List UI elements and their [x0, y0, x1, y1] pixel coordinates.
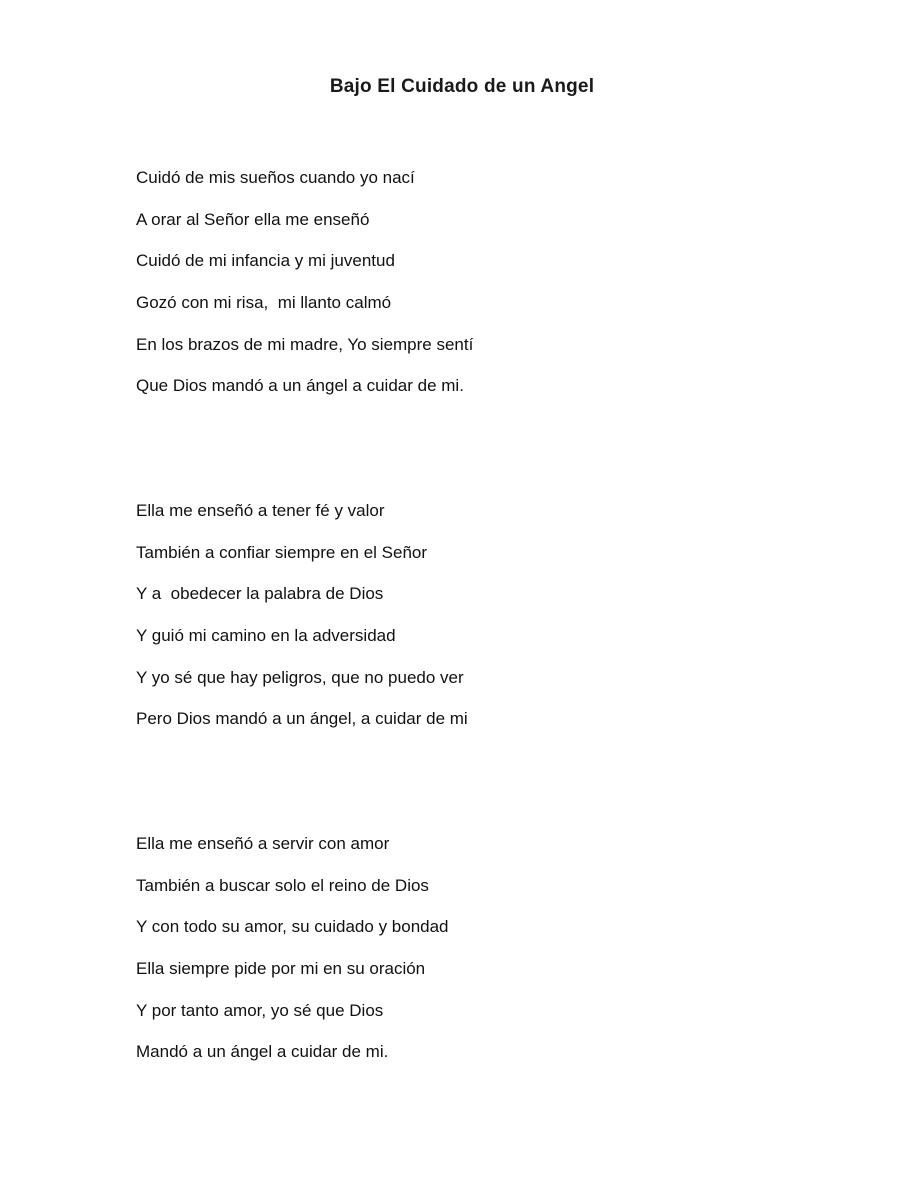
- verse-line: Y guió mi camino en la adversidad: [136, 626, 396, 646]
- verse-line: También a buscar solo el reino de Dios: [136, 875, 429, 895]
- stanza-2: [136, 501, 468, 751]
- verse-line: En los brazos de mi madre, Yo siempre sentí: [136, 334, 474, 354]
- verse-line: Y con todo su amor, su cuidado y bondad: [136, 917, 449, 937]
- verse-line: Pero Dios mandó a un ángel, a cuidar de mi: [136, 709, 468, 729]
- document-title: Bajo El Cuidado de un Angel: [329, 76, 595, 97]
- verse-line: Y a obedecer la palabra de Dios: [136, 584, 384, 604]
- verse-line: Y yo sé que hay peligros, que no puedo ver: [136, 667, 464, 687]
- verse-line: Y por tanto amor, yo sé que Dios: [136, 1000, 384, 1020]
- verse-line: Mandó a un ángel a cuidar de mi.: [136, 1042, 389, 1062]
- stanza-3: [136, 834, 449, 1084]
- verse-line: Ella me enseñó a servir con amor: [136, 834, 390, 853]
- verse-line: Cuidó de mi infancia y mi juventud: [136, 251, 395, 271]
- verse-line: Ella me enseñó a tener fé y valor: [136, 501, 385, 520]
- verse-line: Gozó con mi risa, mi llanto calmó: [136, 293, 392, 313]
- verse-line: Que Dios mandó a un ángel a cuidar de mi.: [136, 376, 464, 396]
- verse-line: También a confiar siempre en el Señor: [136, 542, 428, 562]
- verse-line: Cuidó de mis sueños cuando yo nací: [136, 168, 415, 187]
- verse-line: A orar al Señor ella me enseñó: [136, 209, 370, 229]
- stanza-1: [136, 168, 473, 418]
- verse-line: Ella siempre pide por mi en su oración: [136, 959, 426, 979]
